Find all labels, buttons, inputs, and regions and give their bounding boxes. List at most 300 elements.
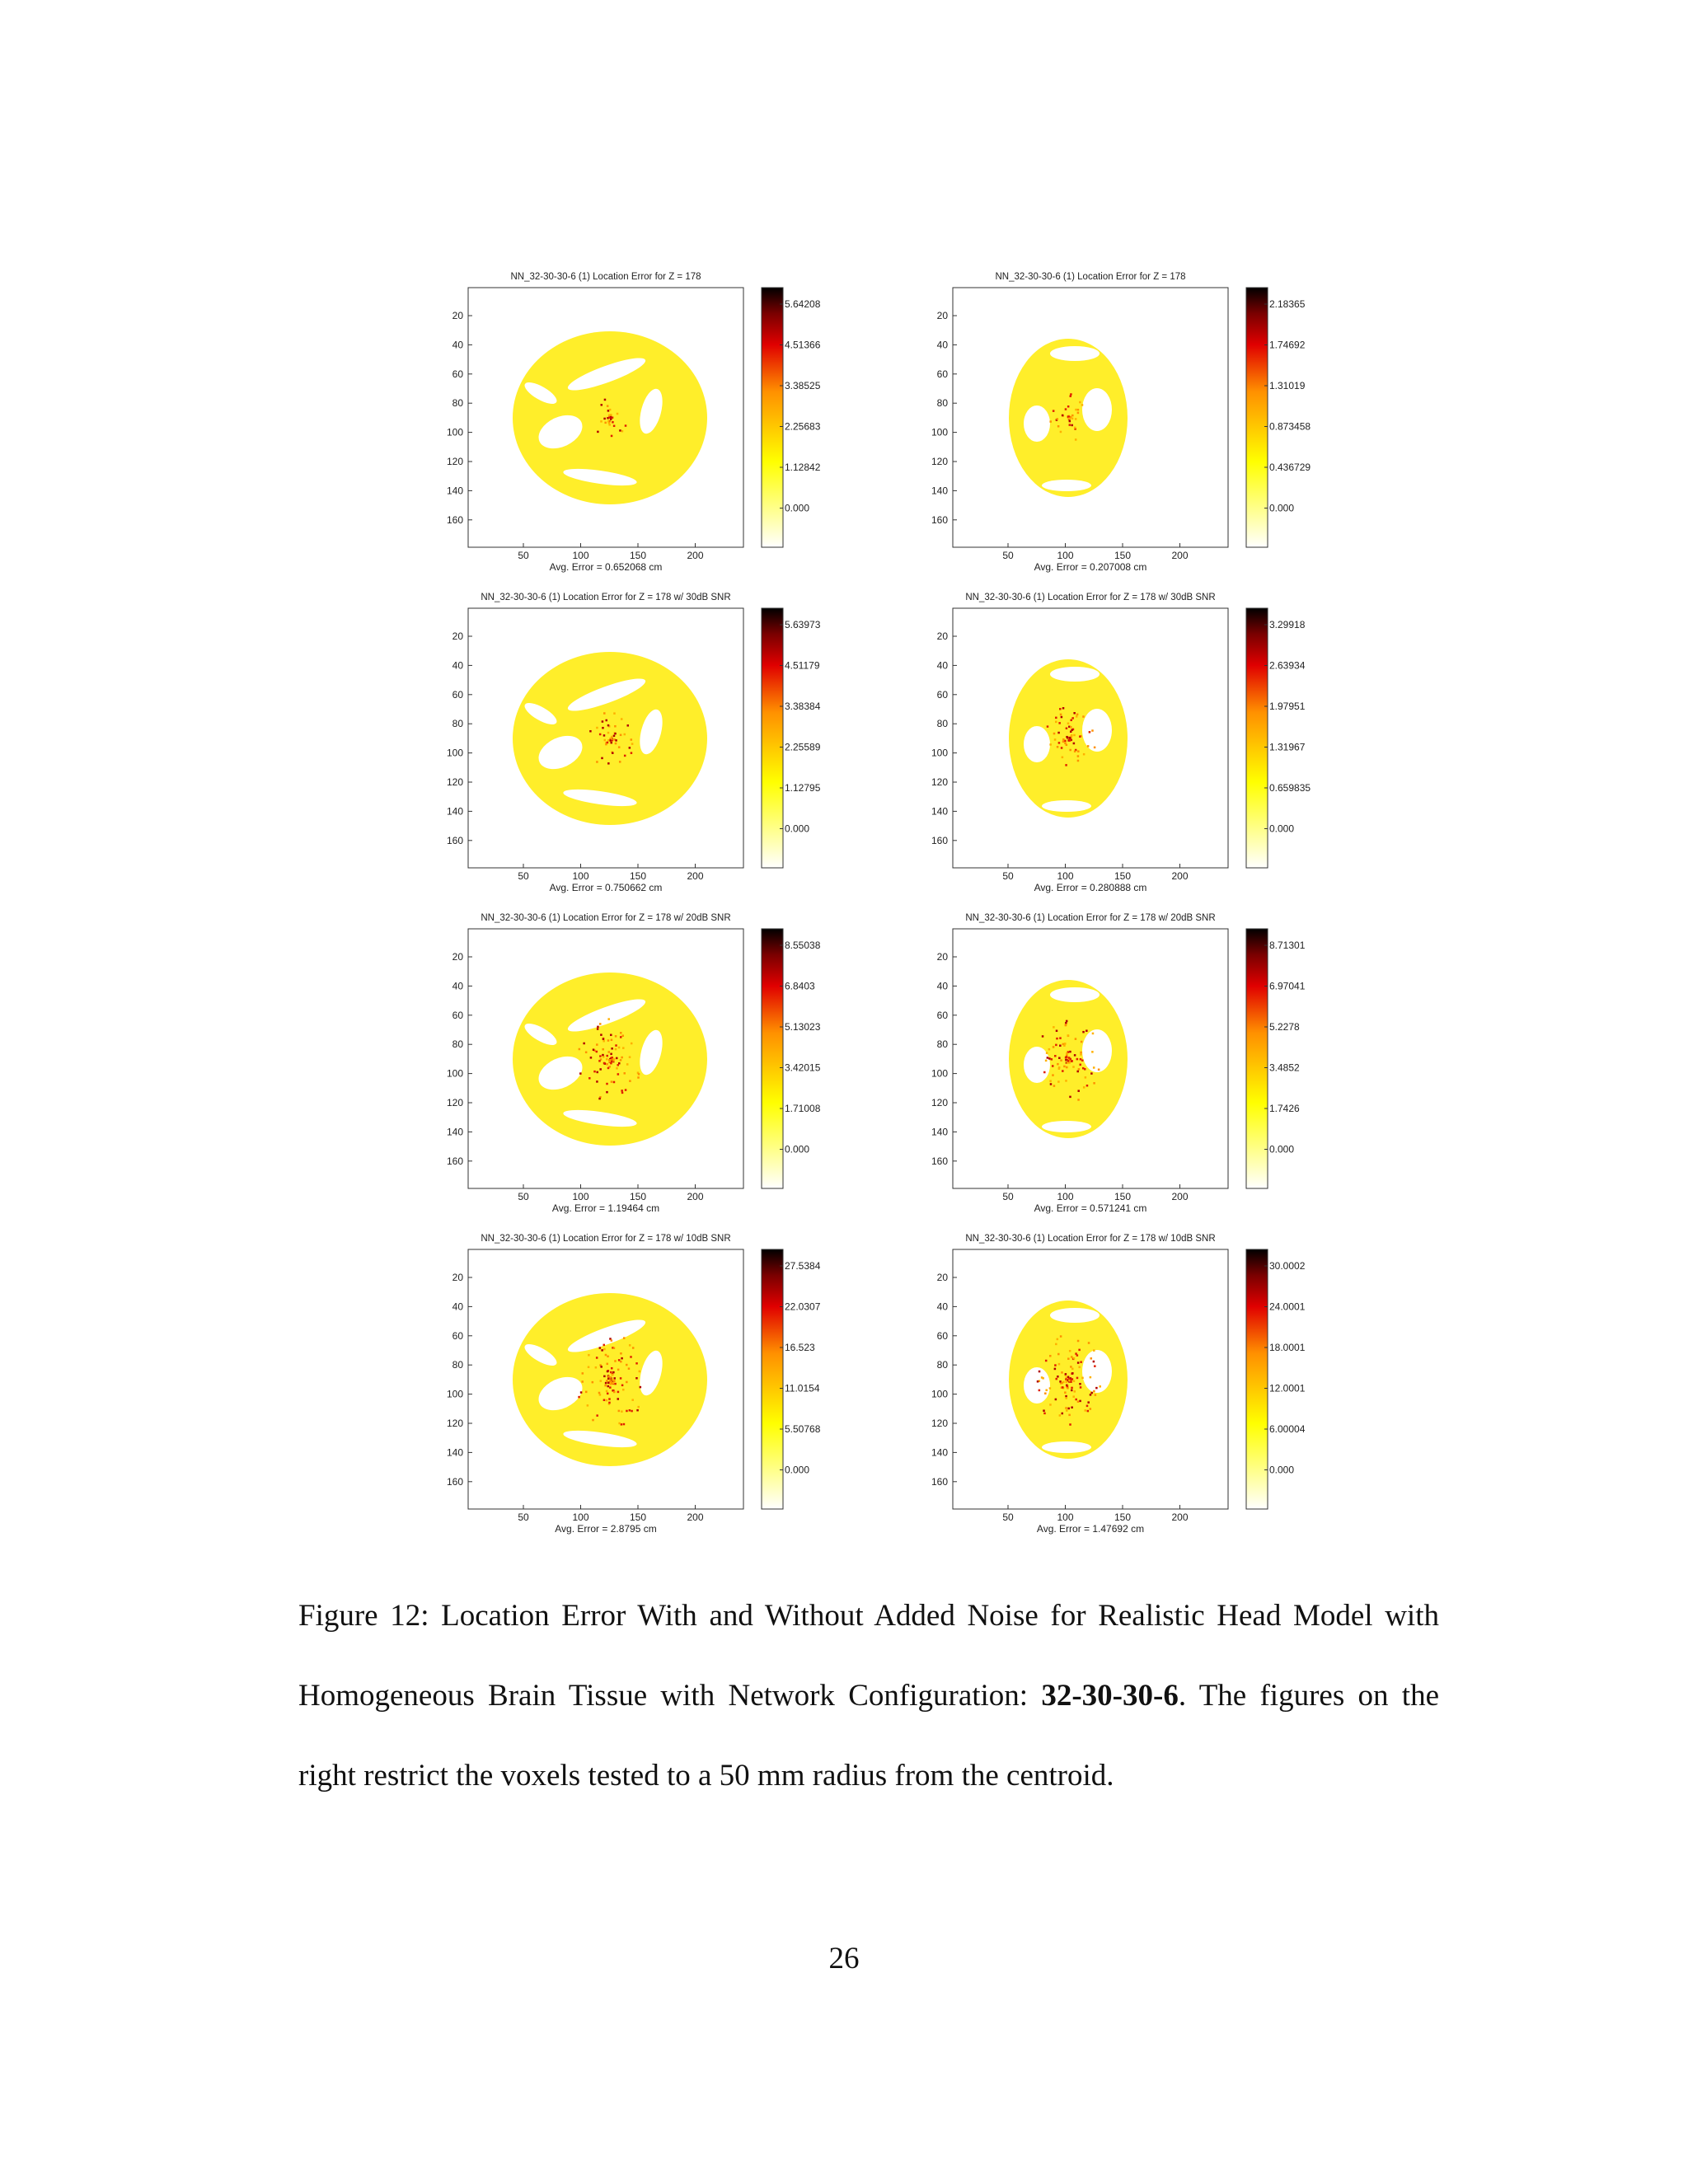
error-hotspot	[615, 1035, 617, 1038]
error-hotspot	[1076, 715, 1078, 718]
error-hotspot	[1073, 712, 1076, 715]
error-hotspot	[1065, 1380, 1067, 1383]
colorbar-label: 1.31019	[1269, 380, 1306, 391]
error-hotspot	[588, 1077, 591, 1080]
error-hotspot	[1055, 1378, 1057, 1380]
error-hotspot	[1076, 1071, 1079, 1073]
error-hotspot	[1075, 438, 1077, 441]
x-tick-label: 150	[1114, 870, 1132, 882]
error-hotspot	[604, 422, 607, 424]
error-hotspot	[1061, 1371, 1063, 1374]
error-hotspot	[1061, 1413, 1063, 1415]
error-hotspot	[607, 762, 610, 765]
y-tick-label: 100	[446, 1388, 463, 1400]
error-hotspot	[1058, 1057, 1061, 1059]
error-hotspot	[1056, 1038, 1058, 1040]
error-hotspot	[1074, 750, 1076, 752]
error-hotspot	[603, 734, 606, 737]
error-hotspot	[616, 1067, 618, 1070]
error-hotspot	[1094, 747, 1096, 749]
error-hotspot	[1081, 1059, 1084, 1062]
y-tick-label: 80	[936, 397, 948, 410]
error-hotspot	[1078, 1366, 1081, 1369]
error-hotspot	[1067, 1062, 1069, 1064]
y-tick-label: 40	[936, 659, 948, 672]
error-hotspot	[601, 404, 603, 406]
error-hotspot	[607, 1039, 610, 1042]
x-tick-label: 100	[1057, 1511, 1074, 1523]
error-hotspot	[598, 1060, 601, 1062]
x-tick-label: 150	[1114, 550, 1132, 561]
ventricle-right	[1082, 1029, 1112, 1072]
error-hotspot	[1069, 424, 1071, 426]
error-hotspot	[1054, 1368, 1057, 1371]
error-hotspot	[1075, 418, 1077, 420]
error-hotspot	[1087, 745, 1090, 748]
x-tick-label: 150	[629, 550, 647, 561]
error-hotspot	[623, 1423, 626, 1426]
x-tick-label: 50	[518, 1191, 529, 1202]
error-hotspot	[1037, 1380, 1039, 1383]
y-tick-label: 60	[452, 688, 463, 701]
error-hotspot	[1060, 431, 1062, 434]
error-hotspot	[1064, 1043, 1067, 1045]
brain-slice	[513, 1293, 707, 1466]
error-hotspot	[607, 1385, 609, 1388]
error-hotspot	[608, 424, 611, 426]
y-tick-label: 140	[446, 1126, 463, 1138]
error-hotspot	[620, 1036, 622, 1038]
error-hotspot	[1059, 1037, 1062, 1039]
error-hotspot	[602, 1048, 604, 1051]
sulcus-top	[1050, 1308, 1100, 1323]
x-tick-label: 50	[1002, 870, 1014, 882]
error-hotspot	[1088, 1342, 1090, 1344]
error-hotspot	[602, 727, 604, 729]
error-hotspot	[629, 1056, 631, 1058]
error-hotspot	[1062, 738, 1065, 741]
y-tick-label: 20	[936, 1272, 948, 1283]
error-hotspot	[1068, 417, 1071, 419]
error-hotspot	[603, 1038, 605, 1040]
y-tick-label: 40	[936, 339, 948, 351]
error-hotspot	[1056, 1030, 1058, 1033]
error-hotspot	[624, 755, 626, 757]
colorbar-label: 5.50768	[785, 1423, 821, 1435]
error-hotspot	[579, 1072, 582, 1075]
error-hotspot	[1052, 1065, 1054, 1067]
x-tick-label: 200	[1171, 550, 1189, 561]
error-hotspot	[615, 743, 617, 745]
error-hotspot	[1085, 1076, 1087, 1079]
error-hotspot	[618, 1047, 621, 1049]
error-hotspot	[1093, 1361, 1095, 1363]
error-hotspot	[1060, 1335, 1062, 1338]
y-tick-label: 140	[931, 1126, 948, 1138]
error-hotspot	[1079, 1400, 1081, 1403]
error-hotspot	[595, 1366, 598, 1369]
error-hotspot	[610, 1034, 612, 1037]
y-tick-label: 60	[936, 1009, 948, 1021]
error-hotspot	[635, 1362, 638, 1365]
y-tick-label: 100	[931, 747, 948, 759]
colorbar-label: 6.00004	[1269, 1423, 1306, 1435]
y-tick-label: 80	[452, 1038, 463, 1051]
y-tick-label: 80	[452, 397, 463, 410]
error-hotspot	[1070, 719, 1072, 722]
avg-error-label: Avg. Error = 2.8795 cm	[555, 1523, 657, 1535]
avg-error-label: Avg. Error = 0.652068 cm	[549, 561, 663, 573]
x-tick-label: 200	[1171, 870, 1189, 882]
x-tick-label: 50	[518, 550, 529, 561]
error-hotspot	[1098, 1069, 1100, 1071]
error-hotspot	[1090, 1376, 1092, 1379]
error-hotspot	[1062, 741, 1065, 743]
y-tick-label: 100	[446, 426, 463, 438]
error-hotspot	[600, 1366, 603, 1368]
error-hotspot	[1090, 1357, 1093, 1360]
error-hotspot	[1041, 1376, 1043, 1379]
error-hotspot	[610, 1371, 612, 1374]
colorbar-label: 1.7426	[1269, 1103, 1300, 1114]
error-hotspot	[1082, 715, 1085, 718]
x-tick-label: 150	[1114, 1191, 1132, 1202]
colorbar-label: 16.523	[785, 1342, 815, 1353]
colorbar-label: 1.71008	[785, 1103, 821, 1114]
error-hotspot	[608, 1402, 611, 1404]
error-hotspot	[1067, 1034, 1070, 1037]
error-hotspot	[1062, 1386, 1064, 1389]
error-hotspot	[1048, 1057, 1051, 1060]
error-hotspot	[631, 1399, 634, 1401]
error-hotspot	[1055, 1343, 1057, 1346]
x-tick-label: 100	[1057, 550, 1074, 561]
error-hotspot	[1071, 424, 1073, 427]
error-hotspot	[603, 1344, 606, 1347]
y-tick-label: 140	[446, 485, 463, 497]
y-tick-label: 60	[452, 1329, 463, 1342]
error-hotspot	[607, 739, 610, 742]
error-hotspot	[1065, 1407, 1067, 1409]
colorbar-label: 0.000	[1269, 1464, 1295, 1476]
error-hotspot	[1066, 1020, 1068, 1023]
error-hotspot	[1045, 1390, 1048, 1392]
y-tick-label: 120	[931, 1097, 948, 1108]
error-hotspot	[598, 1392, 601, 1394]
error-hotspot	[632, 1347, 635, 1349]
error-hotspot	[1068, 1380, 1071, 1382]
colorbar-label: 18.0001	[1269, 1342, 1306, 1353]
error-hotspot	[1081, 1041, 1083, 1043]
error-hotspot	[596, 1071, 598, 1074]
error-hotspot	[1057, 418, 1059, 420]
error-hotspot	[1070, 1058, 1072, 1061]
y-tick-label: 100	[446, 747, 463, 759]
error-hotspot	[1054, 1055, 1057, 1057]
error-hotspot	[1049, 1080, 1052, 1082]
error-hotspot	[579, 1048, 581, 1051]
error-hotspot	[1053, 733, 1056, 735]
error-hotspot	[1086, 1405, 1089, 1408]
x-tick-label: 100	[572, 1191, 589, 1202]
error-hotspot	[1065, 1397, 1067, 1399]
error-hotspot	[1049, 1355, 1052, 1357]
error-hotspot	[607, 410, 610, 412]
colorbar-label: 12.0001	[1269, 1382, 1306, 1394]
y-tick-label: 140	[446, 1446, 463, 1459]
y-tick-label: 120	[446, 1097, 463, 1108]
error-hotspot	[609, 1386, 612, 1389]
error-hotspot	[607, 420, 610, 423]
error-hotspot	[621, 1090, 623, 1092]
error-hotspot	[1057, 425, 1060, 428]
colorbar-label: 0.000	[785, 823, 810, 835]
colorbar-label: 30.0002	[1269, 1260, 1306, 1272]
error-hotspot	[592, 1381, 594, 1384]
error-hotspot	[597, 1026, 599, 1029]
error-hotspot	[607, 1371, 609, 1373]
avg-error-label: Avg. Error = 0.571241 cm	[1034, 1202, 1147, 1214]
error-hotspot	[1059, 1044, 1062, 1047]
error-hotspot	[1091, 1051, 1094, 1053]
y-tick-label: 20	[936, 630, 948, 642]
colorbar-label: 3.38384	[785, 701, 821, 712]
error-hotspot	[1067, 405, 1070, 408]
error-hotspot	[1053, 410, 1055, 412]
error-hotspot	[1076, 1377, 1079, 1380]
error-hotspot	[1067, 1408, 1070, 1410]
error-hotspot	[607, 724, 610, 727]
error-hotspot	[598, 1098, 601, 1100]
error-hotspot	[617, 1369, 620, 1371]
error-hotspot	[1067, 723, 1070, 725]
x-tick-label: 150	[629, 1511, 647, 1523]
error-hotspot	[1090, 1394, 1092, 1396]
x-tick-label: 50	[1002, 1511, 1014, 1523]
error-hotspot	[1071, 418, 1074, 420]
x-tick-label: 200	[1171, 1191, 1189, 1202]
error-hotspot	[1066, 1066, 1068, 1069]
error-hotspot	[1061, 716, 1063, 719]
colorbar-label: 1.12795	[785, 782, 821, 794]
error-hotspot	[1062, 1070, 1064, 1072]
colorbar-label: 0.436729	[1269, 462, 1311, 473]
error-hotspot	[1076, 714, 1079, 716]
error-hotspot	[603, 418, 606, 420]
y-tick-label: 100	[931, 426, 948, 438]
error-hotspot	[1057, 1080, 1060, 1083]
brain-slice	[513, 331, 707, 504]
x-tick-label: 200	[687, 870, 704, 882]
error-hotspot	[630, 1356, 632, 1358]
error-hotspot	[599, 1347, 602, 1349]
error-hotspot	[1065, 1373, 1067, 1376]
error-hotspot	[621, 1385, 624, 1387]
error-hotspot	[605, 743, 607, 746]
error-hotspot	[611, 1381, 613, 1384]
error-hotspot	[613, 1391, 616, 1394]
error-hotspot	[585, 1052, 588, 1054]
error-hotspot	[1077, 1400, 1080, 1403]
error-hotspot	[616, 1057, 618, 1060]
colorbar-label: 5.64208	[785, 298, 821, 310]
error-hotspot	[606, 1055, 608, 1057]
x-tick-label: 200	[687, 1191, 704, 1202]
figure-panel	[447, 272, 821, 573]
error-hotspot	[1064, 1391, 1067, 1394]
error-hotspot	[612, 1374, 614, 1376]
error-hotspot	[611, 736, 613, 738]
error-hotspot	[607, 732, 610, 734]
error-hotspot	[1067, 1387, 1069, 1390]
error-hotspot	[611, 1057, 613, 1059]
error-hotspot	[1067, 415, 1070, 418]
y-tick-label: 80	[936, 718, 948, 730]
error-hotspot	[1078, 1068, 1081, 1071]
error-hotspot	[1087, 1410, 1090, 1413]
x-tick-label: 150	[629, 870, 647, 882]
error-hotspot	[1072, 1066, 1075, 1068]
error-hotspot	[1093, 1082, 1095, 1085]
x-tick-label: 50	[518, 1511, 529, 1523]
error-hotspot	[1048, 1048, 1051, 1051]
avg-error-label: Avg. Error = 1.47692 cm	[1036, 1523, 1145, 1535]
error-hotspot	[1083, 1086, 1085, 1089]
colorbar-label: 8.55038	[785, 940, 821, 951]
error-hotspot	[1095, 1387, 1098, 1390]
y-tick-label: 120	[931, 776, 948, 788]
error-hotspot	[615, 739, 617, 742]
colorbar-label: 2.63934	[1269, 659, 1306, 672]
error-hotspot	[1065, 408, 1067, 410]
error-hotspot	[603, 1399, 606, 1402]
error-hotspot	[638, 1073, 640, 1076]
error-hotspot	[1057, 1376, 1059, 1378]
error-hotspot	[1053, 1026, 1055, 1029]
figure-caption	[298, 1576, 1439, 1816]
colorbar-label: 8.71301	[1269, 940, 1306, 951]
error-hotspot	[1069, 420, 1071, 423]
figure-panel	[447, 913, 821, 1214]
y-tick-label: 160	[931, 1155, 948, 1167]
error-hotspot	[612, 752, 614, 754]
error-hotspot	[636, 1409, 639, 1412]
error-hotspot	[1077, 1361, 1080, 1364]
error-hotspot	[607, 1356, 609, 1358]
y-tick-label: 40	[452, 980, 463, 992]
error-hotspot	[585, 1391, 588, 1394]
error-hotspot	[1062, 415, 1064, 417]
y-tick-label: 160	[446, 1475, 463, 1488]
error-hotspot	[1065, 1080, 1067, 1082]
colorbar-label: 22.0307	[785, 1301, 821, 1313]
error-hotspot	[1065, 1024, 1067, 1026]
error-hotspot	[1055, 721, 1057, 724]
error-hotspot	[613, 712, 616, 714]
error-hotspot	[1069, 1350, 1071, 1352]
error-hotspot	[1080, 1052, 1082, 1054]
error-hotspot	[625, 424, 627, 427]
ventricle-right	[1082, 1350, 1112, 1393]
error-hotspot	[611, 1080, 613, 1083]
figure-panel	[931, 272, 1311, 573]
error-hotspot	[612, 421, 614, 424]
error-hotspot	[621, 1057, 623, 1059]
y-tick-label: 160	[446, 834, 463, 846]
error-hotspot	[578, 1396, 580, 1399]
colorbar-label: 4.51366	[785, 339, 821, 351]
error-hotspot	[1043, 1071, 1046, 1074]
error-hotspot	[637, 1406, 640, 1408]
error-hotspot	[606, 1380, 608, 1382]
error-hotspot	[596, 1357, 598, 1359]
error-hotspot	[1068, 739, 1071, 742]
error-hotspot	[1070, 726, 1072, 729]
error-hotspot	[1077, 409, 1080, 411]
error-hotspot	[1039, 1371, 1041, 1373]
error-hotspot	[597, 1028, 599, 1030]
brain-slice	[513, 972, 707, 1146]
x-tick-label: 50	[518, 870, 529, 882]
error-hotspot	[593, 1048, 595, 1051]
error-hotspot	[608, 1059, 611, 1062]
error-hotspot	[639, 1371, 641, 1373]
error-hotspot	[599, 1068, 602, 1071]
error-hotspot	[620, 734, 622, 737]
error-hotspot	[611, 1367, 613, 1370]
ventricle-right	[1082, 709, 1112, 752]
error-hotspot	[606, 1399, 608, 1402]
error-hotspot	[621, 1357, 623, 1360]
colorbar-label: 3.4852	[1269, 1062, 1300, 1074]
colorbar-label: 5.2278	[1269, 1021, 1300, 1033]
colorbar-label: 0.000	[785, 1143, 810, 1155]
error-hotspot	[596, 727, 598, 729]
error-hotspot	[620, 1352, 622, 1355]
y-tick-label: 40	[452, 339, 463, 351]
error-hotspot	[619, 761, 621, 763]
colorbar-label: 1.31967	[1269, 741, 1306, 753]
x-tick-label: 100	[572, 1511, 589, 1523]
y-tick-label: 60	[452, 368, 463, 380]
y-tick-label: 20	[452, 1272, 463, 1283]
error-hotspot	[613, 425, 616, 428]
sulcus-bottom	[1042, 480, 1091, 491]
y-tick-label: 80	[452, 718, 463, 730]
error-hotspot	[581, 1380, 584, 1383]
error-hotspot	[1082, 1031, 1085, 1033]
error-hotspot	[599, 1055, 602, 1057]
x-tick-label: 100	[572, 870, 589, 882]
error-hotspot	[635, 1377, 638, 1380]
error-hotspot	[1063, 1044, 1066, 1047]
error-hotspot	[621, 1092, 624, 1094]
y-tick-label: 120	[931, 456, 948, 467]
error-hotspot	[1071, 1356, 1073, 1358]
error-hotspot	[603, 1062, 606, 1065]
ventricle-left	[1024, 726, 1050, 762]
error-hotspot	[1093, 1390, 1095, 1393]
error-hotspot	[592, 1419, 594, 1422]
error-hotspot	[1077, 750, 1080, 752]
error-hotspot	[611, 1047, 613, 1050]
y-tick-label: 140	[931, 485, 948, 497]
error-hotspot	[1071, 415, 1074, 417]
brain-slice	[1009, 1301, 1128, 1459]
colorbar-label: 2.25589	[785, 741, 821, 753]
page-number: 26	[828, 1942, 860, 1975]
figure-panel	[931, 593, 1311, 893]
